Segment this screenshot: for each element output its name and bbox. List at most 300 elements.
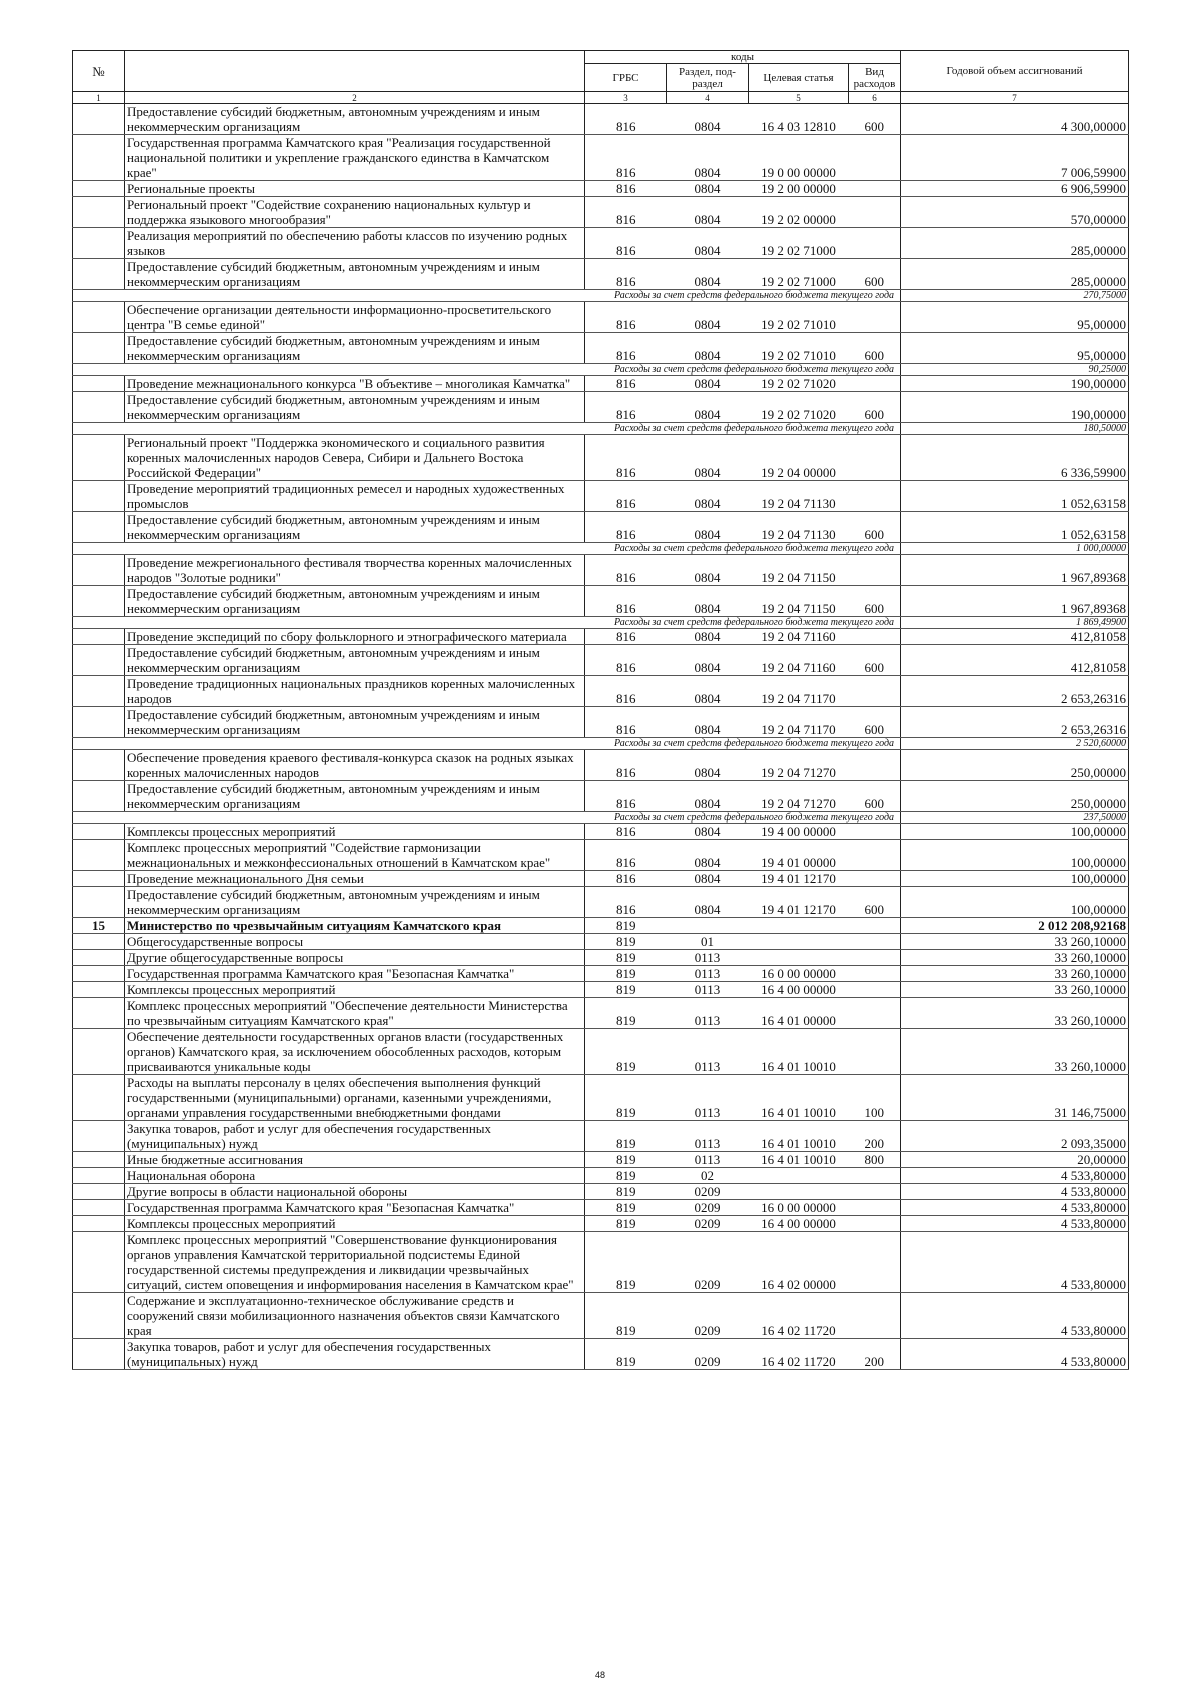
row-section: 0113 <box>667 998 749 1029</box>
row-name: Предоставление субсидий бюджетным, автономным учреждениям и иным некоммерческим организациям <box>125 645 585 676</box>
row-amount: 33 260,10000 <box>901 1029 1129 1075</box>
row-section: 0113 <box>667 1029 749 1075</box>
row-number <box>73 104 125 135</box>
row-name: Проведение межнационального Дня семьи <box>125 871 585 887</box>
row-grbs: 816 <box>585 228 667 259</box>
table-row <box>73 1200 1129 1216</box>
row-name: Комплексы процессных мероприятий <box>125 824 585 840</box>
table-row <box>73 950 1129 966</box>
row-amount: 7 006,59900 <box>901 135 1129 181</box>
row-grbs: 819 <box>585 1121 667 1152</box>
subtotal-label: Расходы за счет средств федерального бюджета текущего года <box>73 543 901 555</box>
table-row <box>73 197 1129 228</box>
row-section: 01 <box>667 934 749 950</box>
col-number: 5 <box>749 92 849 104</box>
row-amount: 190,00000 <box>901 376 1129 392</box>
row-number <box>73 645 125 676</box>
table-row <box>73 645 1129 676</box>
row-name: Проведение мероприятий традиционных ремесел и народных художественных промыслов <box>125 481 585 512</box>
col-number: 2 <box>125 92 585 104</box>
row-amount: 1 967,89368 <box>901 586 1129 617</box>
row-target: 19 2 04 71160 <box>749 645 849 676</box>
row-target: 16 4 01 00000 <box>749 998 849 1029</box>
row-grbs: 816 <box>585 824 667 840</box>
row-section: 0804 <box>667 824 749 840</box>
table-row <box>73 135 1129 181</box>
row-number <box>73 1184 125 1200</box>
row-name: Региональный проект "Содействие сохранению национальных культур и поддержка языкового многообразия" <box>125 197 585 228</box>
row-name: Реализация мероприятий по обеспечению работы классов по изучению родных языков <box>125 228 585 259</box>
subtotal-amount: 2 520,60000 <box>901 738 1129 750</box>
row-expense-type <box>849 181 901 197</box>
table-header <box>73 51 1129 104</box>
row-grbs: 819 <box>585 950 667 966</box>
row-section: 0113 <box>667 966 749 982</box>
row-amount: 2 653,26316 <box>901 676 1129 707</box>
row-name: Государственная программа Камчатского края "Безопасная Камчатка" <box>125 1200 585 1216</box>
row-expense-type <box>849 750 901 781</box>
row-amount: 412,81058 <box>901 645 1129 676</box>
row-section: 0804 <box>667 104 749 135</box>
row-name: Предоставление субсидий бюджетным, автономным учреждениям и иным некоммерческим организациям <box>125 887 585 918</box>
subtotal-label: Расходы за счет средств федерального бюджета текущего года <box>73 617 901 629</box>
row-grbs: 819 <box>585 1293 667 1339</box>
row-name: Другие вопросы в области национальной обороны <box>125 1184 585 1200</box>
table-row <box>73 707 1129 738</box>
row-expense-type <box>849 934 901 950</box>
row-number <box>73 1200 125 1216</box>
row-amount: 100,00000 <box>901 840 1129 871</box>
row-section: 0113 <box>667 1152 749 1168</box>
row-name: Проведение межрегионального фестиваля творчества коренных малочисленных народов "Золотые родники" <box>125 555 585 586</box>
table-row <box>73 435 1129 481</box>
row-amount: 100,00000 <box>901 887 1129 918</box>
row-expense-type <box>849 135 901 181</box>
row-grbs: 819 <box>585 1029 667 1075</box>
table-row <box>73 750 1129 781</box>
subtotal-label: Расходы за счет средств федерального бюджета текущего года <box>73 423 901 435</box>
row-number <box>73 707 125 738</box>
row-section: 0804 <box>667 376 749 392</box>
row-amount: 20,00000 <box>901 1152 1129 1168</box>
row-amount: 31 146,75000 <box>901 1075 1129 1121</box>
row-expense-type <box>849 871 901 887</box>
header-num: № <box>73 51 125 92</box>
row-number <box>73 1029 125 1075</box>
row-section: 0804 <box>667 629 749 645</box>
row-number <box>73 871 125 887</box>
row-amount: 33 260,10000 <box>901 950 1129 966</box>
row-target: 16 0 00 00000 <box>749 1200 849 1216</box>
row-amount: 100,00000 <box>901 871 1129 887</box>
row-name: Содержание и эксплуатационно-техническое обслуживание средств и сооружений связи мобилизационного назначения объектов связи Камчатского края <box>125 1293 585 1339</box>
row-expense-type <box>849 824 901 840</box>
row-target: 19 2 02 71010 <box>749 333 849 364</box>
row-grbs: 819 <box>585 998 667 1029</box>
row-number <box>73 512 125 543</box>
row-section: 0804 <box>667 333 749 364</box>
table-body <box>73 104 1129 1370</box>
row-section: 0804 <box>667 435 749 481</box>
row-number <box>73 950 125 966</box>
header-type: Вид расходов <box>849 64 901 92</box>
row-amount: 4 533,80000 <box>901 1168 1129 1184</box>
row-grbs: 819 <box>585 966 667 982</box>
row-target: 16 4 00 00000 <box>749 982 849 998</box>
federal-subtotal-row <box>73 290 1129 302</box>
row-section: 0209 <box>667 1216 749 1232</box>
table-row <box>73 181 1129 197</box>
row-number <box>73 982 125 998</box>
row-target: 19 2 02 71010 <box>749 302 849 333</box>
row-grbs: 816 <box>585 840 667 871</box>
row-expense-type: 800 <box>849 1152 901 1168</box>
row-expense-type: 200 <box>849 1121 901 1152</box>
row-target: 19 2 04 71160 <box>749 629 849 645</box>
table-row <box>73 629 1129 645</box>
row-grbs: 819 <box>585 918 667 934</box>
row-grbs: 816 <box>585 555 667 586</box>
row-expense-type <box>849 966 901 982</box>
row-amount: 250,00000 <box>901 750 1129 781</box>
row-target: 19 2 00 00000 <box>749 181 849 197</box>
row-target: 19 2 04 71270 <box>749 750 849 781</box>
row-grbs: 816 <box>585 629 667 645</box>
table-row <box>73 918 1129 934</box>
row-target: 16 4 02 00000 <box>749 1232 849 1293</box>
page-number: 48 <box>594 1670 605 1680</box>
table-row <box>73 966 1129 982</box>
row-target: 19 2 04 71270 <box>749 781 849 812</box>
row-grbs: 819 <box>585 1184 667 1200</box>
header-target: Целевая статья <box>749 64 849 92</box>
row-number <box>73 586 125 617</box>
row-expense-type <box>849 998 901 1029</box>
subtotal-amount: 1 000,00000 <box>901 543 1129 555</box>
row-number <box>73 1121 125 1152</box>
row-expense-type <box>849 302 901 333</box>
row-section: 0804 <box>667 887 749 918</box>
row-target: 16 4 03 12810 <box>749 104 849 135</box>
row-name: Закупка товаров, работ и услуг для обеспечения государственных (муниципальных) нужд <box>125 1339 585 1370</box>
row-name: Проведение экспедиций по сбору фольклорного и этнографического материала <box>125 629 585 645</box>
row-grbs: 819 <box>585 1168 667 1184</box>
row-name: Национальная оборона <box>125 1168 585 1184</box>
row-expense-type <box>849 1216 901 1232</box>
row-section: 0804 <box>667 135 749 181</box>
table-row <box>73 676 1129 707</box>
row-amount: 4 533,80000 <box>901 1339 1129 1370</box>
row-grbs: 816 <box>585 135 667 181</box>
row-expense-type: 600 <box>849 586 901 617</box>
row-amount: 285,00000 <box>901 228 1129 259</box>
row-target: 19 2 04 71170 <box>749 676 849 707</box>
row-grbs: 816 <box>585 435 667 481</box>
row-grbs: 816 <box>585 781 667 812</box>
row-amount: 4 533,80000 <box>901 1200 1129 1216</box>
table-row <box>73 1339 1129 1370</box>
row-expense-type <box>849 376 901 392</box>
row-grbs: 819 <box>585 1152 667 1168</box>
row-amount: 95,00000 <box>901 302 1129 333</box>
row-name: Предоставление субсидий бюджетным, автономным учреждениям и иным некоммерческим организациям <box>125 781 585 812</box>
row-target: 19 2 04 71150 <box>749 586 849 617</box>
row-amount: 1 967,89368 <box>901 555 1129 586</box>
row-target: 19 4 01 00000 <box>749 840 849 871</box>
row-target: 16 4 01 10010 <box>749 1029 849 1075</box>
row-target: 16 4 00 00000 <box>749 1216 849 1232</box>
table-row <box>73 512 1129 543</box>
row-name: Обеспечение проведения краевого фестиваля-конкурса сказок на родных языках коренных малочисленных народов <box>125 750 585 781</box>
row-target: 19 2 02 71000 <box>749 259 849 290</box>
row-target: 19 2 02 71000 <box>749 228 849 259</box>
row-expense-type <box>849 1200 901 1216</box>
col-number: 3 <box>585 92 667 104</box>
row-section: 0804 <box>667 555 749 586</box>
table-row <box>73 1075 1129 1121</box>
subtotal-amount: 1 869,49900 <box>901 617 1129 629</box>
row-expense-type <box>849 1184 901 1200</box>
table-row <box>73 302 1129 333</box>
table-row <box>73 555 1129 586</box>
table-row <box>73 998 1129 1029</box>
row-target: 19 2 04 00000 <box>749 435 849 481</box>
row-grbs: 819 <box>585 982 667 998</box>
table-row <box>73 1029 1129 1075</box>
row-name: Предоставление субсидий бюджетным, автономным учреждениям и иным некоммерческим организациям <box>125 333 585 364</box>
row-amount: 412,81058 <box>901 629 1129 645</box>
row-number <box>73 555 125 586</box>
table-row <box>73 333 1129 364</box>
row-section: 0804 <box>667 871 749 887</box>
row-name: Предоставление субсидий бюджетным, автономным учреждениям и иным некоммерческим организациям <box>125 104 585 135</box>
row-section: 0804 <box>667 481 749 512</box>
row-section: 0804 <box>667 750 749 781</box>
row-section: 0804 <box>667 228 749 259</box>
row-grbs: 816 <box>585 512 667 543</box>
table-row <box>73 934 1129 950</box>
subtotal-amount: 237,50000 <box>901 812 1129 824</box>
row-name: Закупка товаров, работ и услуг для обеспечения государственных (муниципальных) нужд <box>125 1121 585 1152</box>
row-name: Расходы на выплаты персоналу в целях обеспечения выполнения функций государственными (муниципальными) органами, казенными учреждениями, органами управления государственными внебюджетными фондами <box>125 1075 585 1121</box>
row-number <box>73 966 125 982</box>
row-target: 19 0 00 00000 <box>749 135 849 181</box>
row-amount: 1 052,63158 <box>901 481 1129 512</box>
row-grbs: 819 <box>585 934 667 950</box>
row-amount: 4 533,80000 <box>901 1232 1129 1293</box>
row-section: 0804 <box>667 707 749 738</box>
row-grbs: 816 <box>585 392 667 423</box>
table-row <box>73 982 1129 998</box>
row-target: 16 4 01 10010 <box>749 1152 849 1168</box>
row-expense-type <box>849 1029 901 1075</box>
row-grbs: 819 <box>585 1339 667 1370</box>
table-row <box>73 1152 1129 1168</box>
row-expense-type: 600 <box>849 707 901 738</box>
row-section: 0804 <box>667 181 749 197</box>
row-target: 19 2 02 71020 <box>749 376 849 392</box>
row-number <box>73 376 125 392</box>
row-section: 0113 <box>667 1075 749 1121</box>
row-section: 0804 <box>667 512 749 543</box>
column-numbers-row <box>73 92 1129 104</box>
row-expense-type: 600 <box>849 645 901 676</box>
table-row <box>73 392 1129 423</box>
row-number <box>73 228 125 259</box>
row-number <box>73 481 125 512</box>
row-name: Общегосударственные вопросы <box>125 934 585 950</box>
row-grbs: 816 <box>585 645 667 676</box>
row-grbs: 816 <box>585 333 667 364</box>
header-amount: Годовой объем ассигнований <box>901 51 1129 92</box>
table-row <box>73 1216 1129 1232</box>
row-section: 0113 <box>667 1121 749 1152</box>
subtotal-label: Расходы за счет средств федерального бюджета текущего года <box>73 812 901 824</box>
row-name: Государственная программа Камчатского края "Безопасная Камчатка" <box>125 966 585 982</box>
subtotal-label: Расходы за счет средств федерального бюджета текущего года <box>73 738 901 750</box>
row-name: Обеспечение организации деятельности информационно-просветительского центра "В семье единой" <box>125 302 585 333</box>
row-grbs: 819 <box>585 1232 667 1293</box>
header-codes: коды <box>585 51 901 64</box>
col-number: 7 <box>901 92 1129 104</box>
row-section: 0804 <box>667 586 749 617</box>
row-section: 0804 <box>667 676 749 707</box>
row-name: Проведение традиционных национальных праздников коренных малочисленных народов <box>125 676 585 707</box>
row-section: 0113 <box>667 982 749 998</box>
row-expense-type: 600 <box>849 887 901 918</box>
row-target: 19 2 04 71170 <box>749 707 849 738</box>
row-grbs: 816 <box>585 750 667 781</box>
row-number <box>73 1232 125 1293</box>
table-row <box>73 887 1129 918</box>
table-row <box>73 1293 1129 1339</box>
table-row <box>73 376 1129 392</box>
row-amount: 6 336,59900 <box>901 435 1129 481</box>
row-amount: 4 533,80000 <box>901 1216 1129 1232</box>
row-section: 0804 <box>667 840 749 871</box>
row-target: 19 4 00 00000 <box>749 824 849 840</box>
row-expense-type: 600 <box>849 781 901 812</box>
row-number <box>73 998 125 1029</box>
federal-subtotal-row <box>73 738 1129 750</box>
federal-subtotal-row <box>73 364 1129 376</box>
row-name: Предоставление субсидий бюджетным, автономным учреждениям и иным некоммерческим организациям <box>125 586 585 617</box>
row-number <box>73 934 125 950</box>
row-amount: 33 260,10000 <box>901 998 1129 1029</box>
row-target: 16 4 01 10010 <box>749 1121 849 1152</box>
row-expense-type <box>849 840 901 871</box>
row-name: Предоставление субсидий бюджетным, автономным учреждениям и иным некоммерческим организациям <box>125 512 585 543</box>
row-number <box>73 1293 125 1339</box>
row-target: 19 2 04 71130 <box>749 512 849 543</box>
row-name: Обеспечение деятельности государственных органов власти (государственных органов) Камчатского края, за исключением обособленных расходов, которым присваиваются уникальные коды <box>125 1029 585 1075</box>
table-row <box>73 1121 1129 1152</box>
row-expense-type: 100 <box>849 1075 901 1121</box>
row-amount: 4 533,80000 <box>901 1293 1129 1339</box>
col-number: 4 <box>667 92 749 104</box>
row-amount: 1 052,63158 <box>901 512 1129 543</box>
row-name: Региональный проект "Поддержка экономического и социального развития коренных малочисленных народов Севера, Сибири и Дальнего Востока Российской Федерации" <box>125 435 585 481</box>
row-expense-type <box>849 1293 901 1339</box>
row-name: Государственная программа Камчатского края "Реализация государственной национальной политики и укрепление гражданского единства в Камчатском крае" <box>125 135 585 181</box>
row-number <box>73 676 125 707</box>
col-number: 6 <box>849 92 901 104</box>
row-number <box>73 750 125 781</box>
row-target: 16 0 00 00000 <box>749 966 849 982</box>
table-row <box>73 104 1129 135</box>
row-number <box>73 135 125 181</box>
row-expense-type: 200 <box>849 1339 901 1370</box>
row-section: 02 <box>667 1168 749 1184</box>
row-number <box>73 181 125 197</box>
row-expense-type <box>849 1168 901 1184</box>
row-expense-type <box>849 676 901 707</box>
row-number <box>73 259 125 290</box>
row-grbs: 816 <box>585 871 667 887</box>
row-target: 19 2 04 71150 <box>749 555 849 586</box>
row-name: Министерство по чрезвычайным ситуациям Камчатского края <box>125 918 585 934</box>
row-section: 0209 <box>667 1339 749 1370</box>
row-number <box>73 887 125 918</box>
row-number <box>73 302 125 333</box>
header-name <box>125 51 585 92</box>
table-row <box>73 259 1129 290</box>
row-amount: 570,00000 <box>901 197 1129 228</box>
row-grbs: 816 <box>585 376 667 392</box>
table-row <box>73 481 1129 512</box>
row-name: Предоставление субсидий бюджетным, автономным учреждениям и иным некоммерческим организациям <box>125 707 585 738</box>
table-row <box>73 1232 1129 1293</box>
table-row <box>73 586 1129 617</box>
row-target <box>749 934 849 950</box>
table-row <box>73 840 1129 871</box>
federal-subtotal-row <box>73 423 1129 435</box>
header-grbs: ГРБС <box>585 64 667 92</box>
row-grbs: 816 <box>585 104 667 135</box>
row-section: 0209 <box>667 1200 749 1216</box>
row-target <box>749 918 849 934</box>
row-number <box>73 1168 125 1184</box>
row-grbs: 816 <box>585 259 667 290</box>
budget-table-page <box>72 50 1128 1370</box>
row-grbs: 819 <box>585 1216 667 1232</box>
row-target: 19 2 04 71130 <box>749 481 849 512</box>
row-number <box>73 333 125 364</box>
row-expense-type <box>849 228 901 259</box>
row-name: Предоставление субсидий бюджетным, автономным учреждениям и иным некоммерческим организациям <box>125 392 585 423</box>
row-amount: 2 093,35000 <box>901 1121 1129 1152</box>
row-expense-type <box>849 197 901 228</box>
row-target: 19 2 02 71020 <box>749 392 849 423</box>
row-name: Иные бюджетные ассигнования <box>125 1152 585 1168</box>
row-section: 0113 <box>667 950 749 966</box>
row-expense-type <box>849 918 901 934</box>
row-grbs: 816 <box>585 197 667 228</box>
row-expense-type: 600 <box>849 512 901 543</box>
row-expense-type <box>849 982 901 998</box>
row-target: 16 4 02 11720 <box>749 1339 849 1370</box>
header-section: Раздел, под-раздел <box>667 64 749 92</box>
row-name: Комплексы процессных мероприятий <box>125 982 585 998</box>
row-amount: 4 300,00000 <box>901 104 1129 135</box>
row-number <box>73 1152 125 1168</box>
row-name: Другие общегосударственные вопросы <box>125 950 585 966</box>
row-number <box>73 435 125 481</box>
row-target: 16 4 02 11720 <box>749 1293 849 1339</box>
row-target <box>749 1168 849 1184</box>
row-expense-type: 600 <box>849 104 901 135</box>
row-expense-type <box>849 481 901 512</box>
